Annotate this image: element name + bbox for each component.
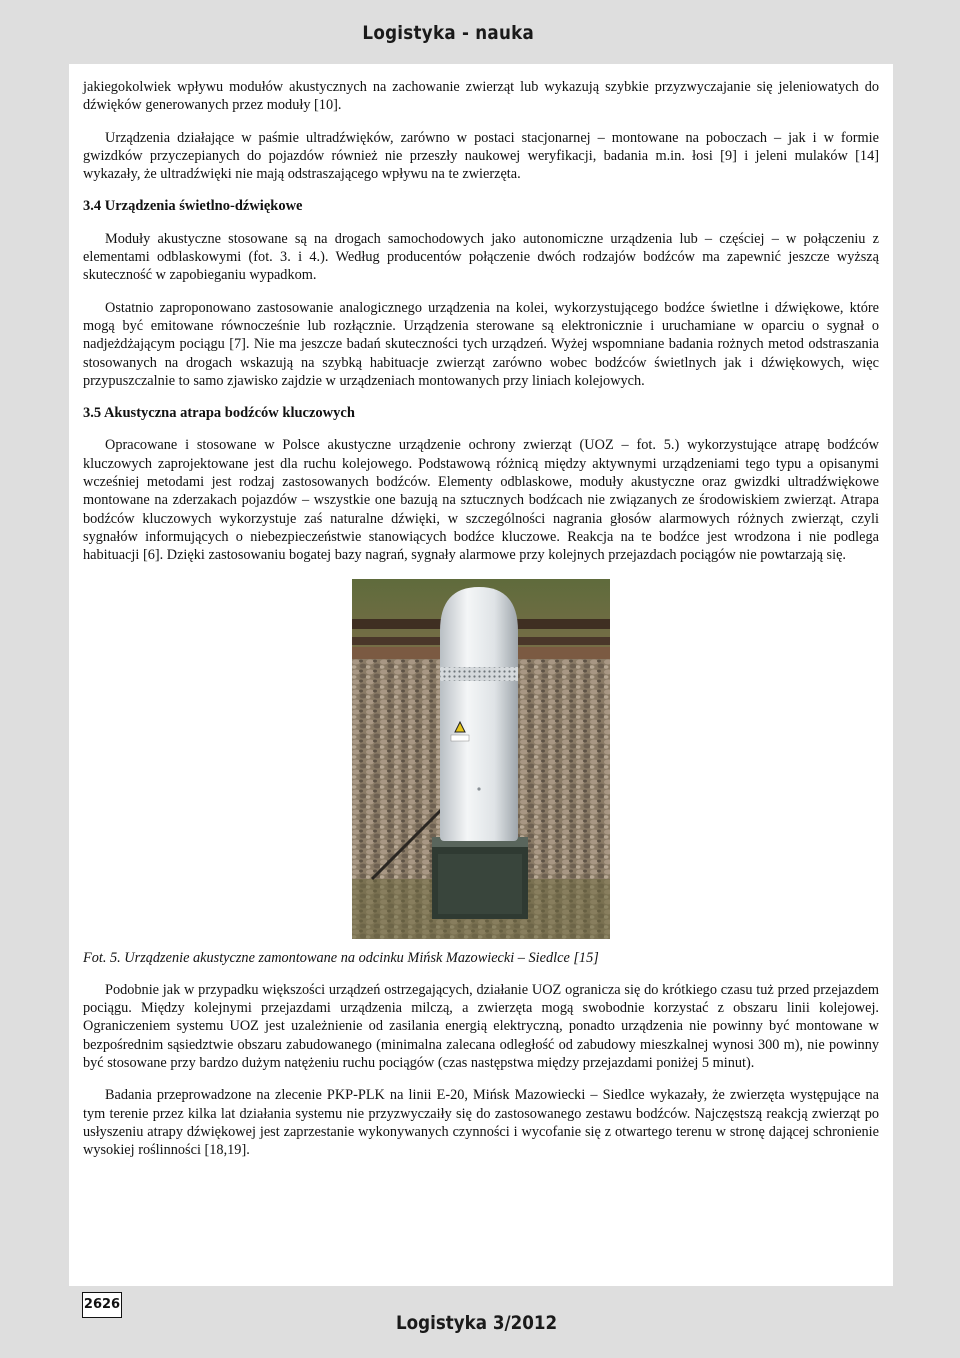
- running-header-title: Logistyka - nauka: [362, 22, 534, 44]
- paragraph-4: Ostatnio zaproponowano zastosowanie analogicznego urządzenia na kolei, wykorzystującego bodźce świetlne i dźwiękowe, które mogą być emitowane równocześnie lub rozłącznie. Urządzenia sterowane są elektronicznie i uruchamiane w oparciu o sygnał o nadjeżdżającym pociągu [7]. Nie ma jeszcze badań skuteczności tych urządzeń. Wyżej wspomniane badania rożnych metod odstraszania stosowanych na drogach wskazują na szybką habituacje zwierząt zarówno wobec bodźców świetlnych jak i dźwiękowych, więc przypuszczalnie to samo zjawisko zajdzie w urządzeniach montowanych przy liniach kolejowych.: [83, 299, 879, 389]
- paragraph-3: Moduły akustyczne stosowane są na drogach samochodowych jako autonomiczne urządzenia lub – częściej – w połączeniu z elementami odblaskowymi (fot. 3. i 4.). Według producentów połączenie dwóch rodzajów bodźców ma zapewnić jeszcze wyższą skuteczność w zapobieganiu wypadkom.: [83, 230, 879, 284]
- page-body: [69, 64, 893, 1286]
- paragraph-5: Opracowane i stosowane w Polsce akustyczne urządzenie ochrony zwierząt (UOZ – fot. 5.) wykorzystujące atrapę bodźców kluczowych zaprojektowane jest dla ruchu kolejowego. Podstawową różnicą między aktywnymi urządzeniami tego typu a opisanymi wcześniej metodami jest rodzaj zastosowanych bodźców. Elementy odblaskowe, moduły akustyczne oraz gwizdki ultradźwiękowe montowane na zderzakach pojazdów – wszystkie one bazują na sztucznych bodźcach nie związanych ze środowiskiem zwierząt. Atrapa bodźców kluczowych wykorzystuje zaś naturalne dźwięki, w szczególności nagrania głosów alarmowych różnych zwierząt, czyli sygnałów informujących o niebezpieczeństwie stanowiących bodźce kluczowe. Reakcja na te bodźce jest wrodzona i nie podlega habituacji [6]. Dzięki zastosowaniu bogatej bazy nagrań, sygnały alarmowe przy kolejnych przejazdach pociągów nie powtarzają się.: [83, 437, 879, 564]
- paragraph-2: Urządzenia działające w paśmie ultradźwięków, zarówno w postaci stacjonarnej – montowane na poboczach – jak i w formie gwizdków przyczepianych do pojazdów również nie przeszły naukowej weryfikacji, badania m.in. łosi [9] i jeleni mulaków [14] wykazały, że ultradźwięki nie mają odstraszającego wpływu na te zwierzęta.: [83, 129, 879, 183]
- section-heading-3-4: 3.4 Urządzenia świetlno-dźwiękowe: [83, 198, 303, 215]
- page-number: 2626: [82, 1292, 122, 1318]
- page-header: [0, 0, 960, 60]
- uoz-device-photo: [352, 579, 610, 939]
- figure-caption: Fot. 5. Urządzenie akustyczne zamontowane na odcinku Mińsk Mazowiecki – Siedlce [15]: [83, 949, 599, 966]
- journal-issue-footer: Logistyka 3/2012: [396, 1312, 558, 1334]
- paragraph-1: jakiegokolwiek wpływu modułów akustycznych na zachowanie zwierząt lub wykazują szybkie przyzwyczajanie się jeleniowatych do dźwięków generowanych przez moduły [10].: [83, 79, 879, 114]
- section-heading-3-5: 3.5 Akustyczna atrapa bodźców kluczowych: [83, 405, 355, 422]
- article-content: [83, 78, 879, 1174]
- paragraph-7: Badania przeprowadzone na zlecenie PKP-PLK na linii E-20, Mińsk Mazowiecki – Siedlce wykazały, że zwierzęta występujące na tym terenie przez kilka lat działania systemu nie przyzwyczaiły się do zastosowanego zestawu bodźców. Najczęstszą reakcją zwierząt po usłyszeniu atrapy dźwiękowej jest zaprzestanie wykonywanych czynności i wycofanie się z otwartego terenu w stronę dającej schronienie wysokiej roślinności [18,19].: [83, 1087, 879, 1159]
- paragraph-6: Podobnie jak w przypadku większości urządzeń ostrzegających, działanie UOZ ogranicza się do krótkiego czasu tuż przed przejazdem pociągu. Między kolejnymi przejazdami urządzenia milczą, a zwierzęta mogą swobodnie korzystać z obszaru linii kolejowej. Ograniczeniem systemu UOZ jest uzależnienie od zasilania energią elektryczną, ponadto urządzenia nie powinny być montowane w bezpośrednim sąsiedztwie obszaru zabudowanego (minimalna zalecana odległość od zabudowy mieszkalnej wynosi 300 m), nie powinny być stosowane przy bardzo dużym natężeniu ruchu pociągów (czas następstwa między przejazdami poniżej 5 minut).: [83, 981, 879, 1072]
